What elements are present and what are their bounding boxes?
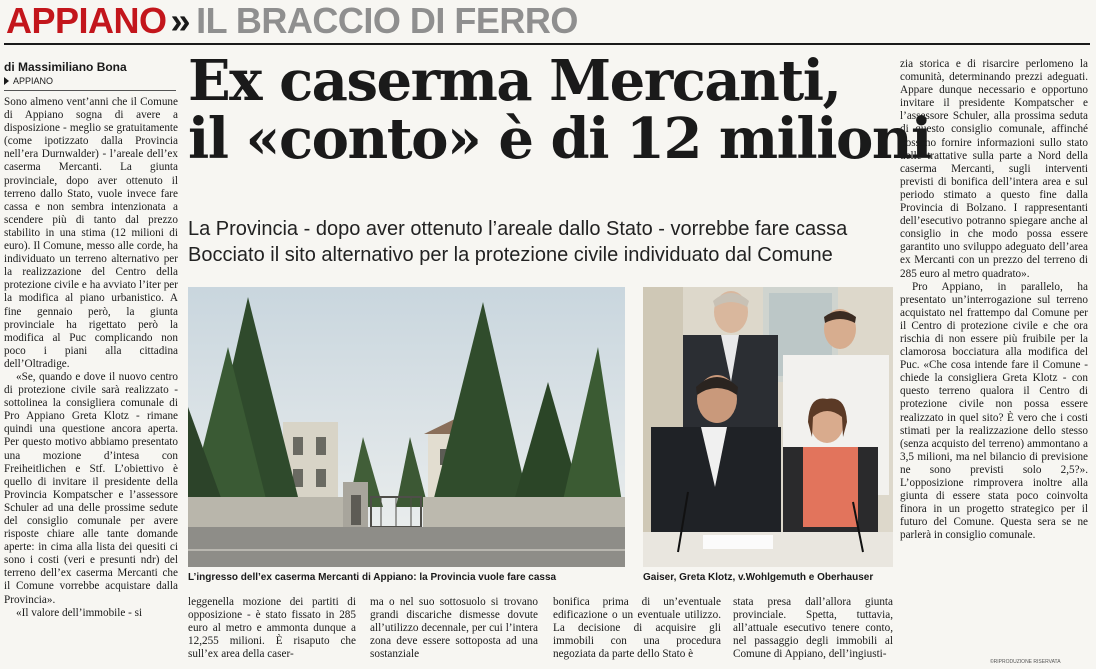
article-column-4 [553, 596, 721, 668]
headline [188, 48, 931, 172]
paragraph: «Se, quando e dove il nuovo centro di protezione civile sarà realizzato - sottolinea la consigliera comunale di Pro Appiano Greta Klotz - rimane quindi una questione ancora aperta. Per questo motivo abbiamo presentato una mozione d’intesa con Freiheitlichen e Stf. L’obiettivo è quello di invitare il presidente della Provincia Kompatscher e l’assessore Schuler ad una delle prossime sedute del consiglio comunale per avere risposte chiare alle tante domande aperte: in cima alla lista dei quesiti ci sono i costi (veri e presunti ndr) del terreno dell’ex caserma Mercanti che il Comune vorrebbe acquistare dalla Provincia». [4, 370, 178, 606]
section-kicker [6, 2, 578, 40]
subheadline [188, 216, 888, 268]
byline: di Massimiliano Bona [4, 60, 127, 74]
paragraph: Pro Appiano, in parallelo, ha presentato un’interrogazione sul terreno acquistato nel frattempo dal Comune per il Centro di protezione civile e che ora rischia di non essere più fruibile per la clamorosa bocciatura alla modifica del Puc. «Che cosa intende fare il Comune - chiede la consigliera Greta Klotz - con questo terreno qualora il Centro di protezione civile non possa essere realizzato in quel sito? È vero che i costi stimati per la realizzazione dello stesso (senza acquisto del terreno) ammontano a 3,5 milioni, ma nel bilancio di previsione ne sono previsti solo 2,5?». L’opposizione rimprovera inoltre alla giunta di essere stata poco coinvolta finora in un progetto strategico per il futuro del Comune. Questa sera se ne parlerà in consiglio comunale. [900, 280, 1088, 542]
kicker-separator: » [170, 0, 191, 41]
paragraph: stata presa dall’allora giunta provinciale. Spetta, tuttavia, all’attuale esecutivo tenere conto, nel passaggio degli immobili al Comune di Appiano, dell’ingiusti- [733, 596, 893, 661]
paragraph: Sono almeno vent’anni che il Comune di Appiano sogna di avere a disposizione - meglio se gratuitamente (come ipotizzato dalla Provincia nell’era Durnwalder) - l’areale dell’ex caserma Mercanti. La giunta provinciale, dopo aver ottenuto il terreno dallo Stato, vuole invece fare cassa e non sembra intenzionata a scendere più di tanto dal prezzo stabilito in una stima (12 milioni di euro). Il Comune, messo alle corde, ha individuato un terreno alternativo per la realizzazione del Centro della protezione civile e ha avviato l’iter per la modifica al piano urbanistico. A fine gennaio però, la giunta provinciale ha rigettato però la modifica al Puc complicando non poco i piani alla cittadina dell’Oltradige. [4, 96, 178, 370]
article-column-6 [900, 58, 1088, 668]
kicker-place: APPIANO [6, 0, 167, 41]
photo-barracks-entrance [188, 287, 625, 567]
paragraph: zia storica e di risarcire perlomeno la comunità, determinando prezzi adeguati. Appare dunque necessario e opportuno invitare il presidente Kompatscher e l’assessore Schuler, alla prossima seduta di questo consiglio comunale, affinché possano fornire informazioni sullo stato delle trattative sulla parte a Nord della caserma Mercanti, sugli interventi previsti di bonifica dell’intera area e sul periodo stimato a questo fine dalla Provincia di Bolzano. I rappresentanti dell’esecutivo potranno spiegare anche al consiglio in che modo possa essere garantito uno sviluppo adeguato dell’area ex Mercanti con un prezzo del terreno di 285 euro al metro quadrato». [900, 58, 1088, 280]
subheadline-line-1: La Provincia - dopo aver ottenuto l’areale dallo Stato - vorrebbe fare cassa [188, 218, 848, 240]
paragraph: bonifica prima di un’eventuale edificazione o un eventuale utilizzo. La decisione di acquisire gli immobili con una procedura negoziata da parte dello Stato è [553, 596, 721, 661]
byline-rule [4, 90, 176, 91]
paragraph: leggenella mozione dei partiti di opposizione - è stato fissato in 285 euro al metro e ammonta dunque a 12,255 milioni. È risaputo che sull’ex area della caser- [188, 596, 356, 661]
barracks-entrance-image [188, 287, 625, 567]
subheadline-line-2: Bocciato il sito alternativo per la protezione civile individuato dal Comune [188, 244, 833, 266]
article-column-2 [188, 596, 356, 668]
headline-line-1: Ex caserma Mercanti, [188, 48, 841, 114]
kicker-topic: IL BRACCIO DI FERRO [196, 0, 578, 41]
copyright-notice: ©RIPRODUZIONE RISERVATA [990, 659, 1061, 665]
paragraph: ma o nel suo sottosuolo si trovano grandi discariche dismesse dovute all’utilizzo decennale, per cui l’intera zona deve essere sottoposta ad una sostanziale [370, 596, 538, 661]
article-column-1 [4, 96, 178, 668]
article-column-3 [370, 596, 538, 668]
location-tag [4, 76, 176, 86]
triangle-icon [4, 77, 9, 85]
group-portrait-image [643, 287, 893, 567]
article-column-5 [733, 596, 893, 668]
location-text: APPIANO [13, 76, 54, 86]
top-rule [4, 43, 1090, 45]
paragraph: «Il valore dell’immobile - si [16, 606, 143, 619]
photo-caption-1: L’ingresso dell’ex caserma Mercanti di Appiano: la Provincia vuole fare cassa [188, 572, 557, 583]
photo-caption-2: Gaiser, Greta Klotz, v.Wohlgemuth e Oberhauser [643, 572, 874, 583]
photo-group-portrait [643, 287, 893, 567]
headline-line-2: il «conto» è di 12 milioni [188, 106, 931, 172]
